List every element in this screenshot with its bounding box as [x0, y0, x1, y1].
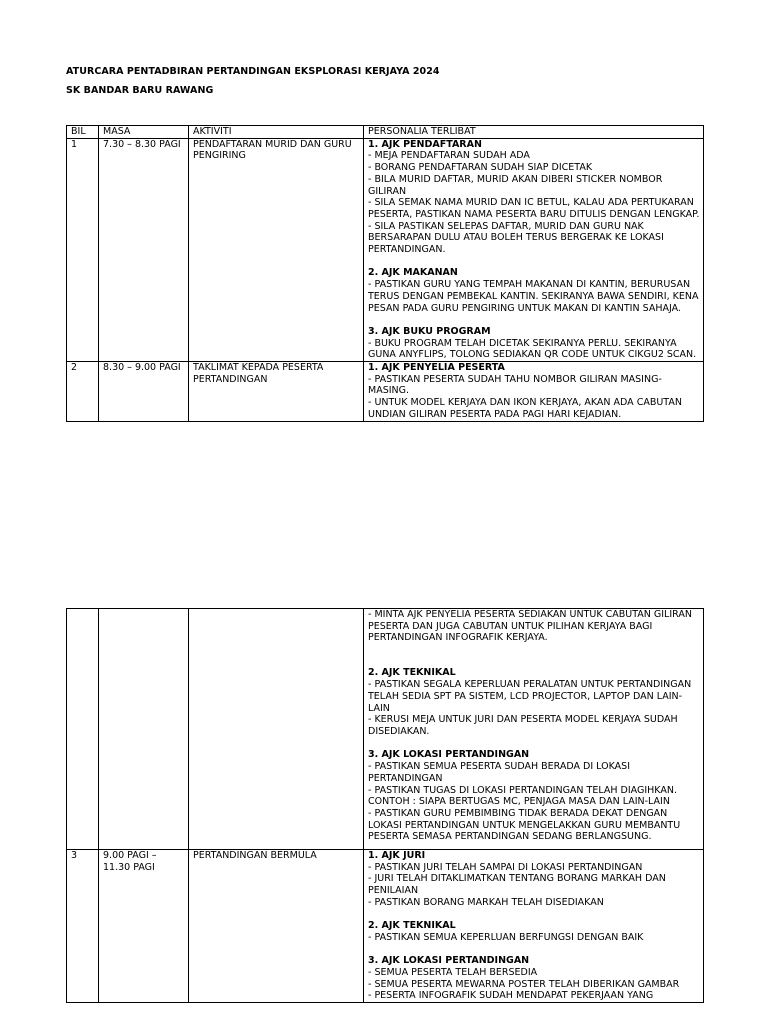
cell-personalia — [364, 609, 704, 850]
list-item: - PASTIKAN SEMUA PESERTA SUDAH BERADA DI LOKASI PERTANDINGAN — [368, 761, 631, 784]
section-title: 1. AJK JURI — [368, 850, 426, 862]
cell-aktiviti: PENDAFTARAN MURID DAN GURU PENGIRING — [189, 138, 364, 361]
header-bil: BIL — [67, 126, 99, 139]
cell-masa: 9.00 PAGI – 11.30 PAGI — [99, 850, 189, 1003]
section-title: 2. AJK MAKANAN — [368, 267, 458, 279]
list-item: - PASTIKAN JURI TELAH SAMPAI DI LOKASI PERTANDINGAN — [368, 861, 643, 873]
list-item: - JURI TELAH DITAKLIMATKAN TENTANG BORANG MARKAH DAN PENILAIAN — [368, 873, 666, 897]
schedule-table-page-1 — [66, 125, 704, 422]
cell-personalia — [364, 362, 704, 422]
list-item: - SILA SEMAK NAMA MURID DAN IC BETUL, KALAU ADA PERTUKARAN PESERTA, PASTIKAN NAMA PESERTA BARU DITULIS DENGAN LENGKAP. — [368, 197, 700, 220]
cell-personalia — [364, 850, 704, 1003]
cell-masa: 7.30 – 8.30 PAGI — [99, 138, 189, 361]
list-item: - SILA PASTIKAN SELEPAS DAFTAR, MURID DAN GURU NAK BERSARAPAN DULU ATAU BOLEH TERUS BERGERAK KE LOKASI PERTANDINGAN. — [368, 220, 664, 256]
list-item: - UNTUK MODEL KERJAYA DAN IKON KERJAYA, AKAN ADA CABUTAN UNDIAN GILIRAN PESERTA PADA PAGI HARI KEJADIAN. — [368, 397, 682, 420]
cell-bil: 3 — [67, 850, 99, 1003]
list-item: - BILA MURID DAFTAR, MURID AKAN DIBERI STICKER NOMBOR GILIRAN — [368, 173, 663, 197]
section-title: 3. AJK LOKASI PERTANDINGAN — [368, 955, 530, 967]
list-item: - MEJA PENDAFTARAN SUDAH ADA — [368, 150, 530, 162]
list-item: - PASTIKAN SEGALA KEPERLUAN PERALATAN UNTUK PERTANDINGAN TELAH SEDIA SPT PA SISTEM, LCD PROJECTOR, LAPTOP DAN LAIN-LAIN — [368, 679, 692, 714]
cell-masa: 8.30 – 9.00 PAGI — [99, 362, 189, 422]
header-aktiviti: AKTIVITI — [189, 126, 364, 139]
header-personalia: PERSONALIA TERLIBAT — [364, 126, 704, 139]
table-header-row — [67, 126, 704, 139]
cell-bil — [67, 609, 99, 850]
list-item: - MINTA AJK PENYELIA PESERTA SEDIAKAN UNTUK CABUTAN GILIRAN PESERTA DAN JUGA CABUTAN UNTUK PILIHAN KERJAYA BAGI PERTANDINGAN INFOGRAFIK KERJAYA. — [368, 609, 692, 644]
section-title: 1. AJK PENDAFTARAN — [368, 138, 482, 150]
table-row — [67, 609, 704, 850]
section-title: 2. AJK TEKNIKAL — [368, 667, 456, 679]
list-item: - SEMUA PESERTA TELAH BERSEDIA — [368, 967, 538, 979]
list-item: - SEMUA PESERTA MEWARNA POSTER TELAH DIBERIKAN GAMBAR — [368, 978, 680, 990]
cell-personalia — [364, 138, 704, 361]
list-item: - KERUSI MEJA UNTUK JURI DAN PESERTA MODEL KERJAYA SUDAH DISEDIAKAN. — [368, 714, 678, 737]
section-title: 3. AJK BUKU PROGRAM — [368, 325, 491, 337]
document-title: ATURCARA PENTADBIRAN PERTANDINGAN EKSPLORASI KERJAYA 2024 — [66, 66, 440, 77]
list-item: - PASTIKAN GURU PEMBIMBING TIDAK BERADA DEKAT DENGAN LOKASI PERTANDINGAN UNTUK MENGELAKKAN GURU MEMBANTU PESERTA SEMASA PERTANDINGAN SEDANG BERLANGSUNG. — [368, 807, 681, 843]
list-item: - PASTIKAN BORANG MARKAH TELAH DISEDIAKAN — [368, 896, 604, 908]
cell-bil: 2 — [67, 362, 99, 422]
table-row — [67, 138, 704, 361]
cell-aktiviti: TAKLIMAT KEPADA PESERTA PERTANDINGAN — [189, 362, 364, 422]
document-subtitle: SK BANDAR BARU RAWANG — [66, 85, 214, 96]
table-row — [67, 362, 704, 422]
list-item: - BUKU PROGRAM TELAH DICETAK SEKIRANYA PERLU. SEKIRANYA GUNA ANYFLIPS, TOLONG SEDIAKAN QR CODE UNTUK CIKGU2 SCAN. — [368, 337, 697, 361]
cell-masa — [99, 609, 189, 850]
list-item: - BORANG PENDAFTARAN SUDAH SIAP DICETAK — [368, 162, 593, 174]
list-item: - PESERTA INFOGRAFIK SUDAH MENDAPAT PEKERJAAN YANG — [368, 990, 654, 1002]
section-title: 3. AJK LOKASI PERTANDINGAN — [368, 749, 530, 761]
table-row — [67, 850, 704, 1003]
section-title: 1. AJK PENYELIA PESERTA — [368, 362, 505, 374]
schedule-table-page-2 — [66, 608, 704, 1003]
cell-bil: 1 — [67, 138, 99, 361]
section-title: 2. AJK TEKNIKAL — [368, 920, 456, 932]
cell-aktiviti — [189, 609, 364, 850]
list-item: - PASTIKAN SEMUA KEPERLUAN BERFUNGSI DENGAN BAIK — [368, 931, 644, 943]
list-item: - PASTIKAN TUGAS DI LOKASI PERTANDINGAN TELAH DIAGIHKAN. CONTOH : SIAPA BERTUGAS MC, PENJAGA MASA DAN LAIN-LAIN — [368, 784, 677, 808]
header-masa: MASA — [99, 126, 189, 139]
cell-aktiviti: PERTANDINGAN BERMULA — [189, 850, 364, 1003]
list-item: - PASTIKAN GURU YANG TEMPAH MAKANAN DI KANTIN, BERURUSAN TERUS DENGAN PEMBEKAL KANTIN. SEKIRANYA BAWA SENDIRI, KENA PESAN PADA GURU PENGIRING UNTUK MAKAN DI KANTIN SAHAJA. — [368, 279, 699, 314]
list-item: - PASTIKAN PESERTA SUDAH TAHU NOMBOR GILIRAN MASING-MASING. — [368, 373, 662, 397]
